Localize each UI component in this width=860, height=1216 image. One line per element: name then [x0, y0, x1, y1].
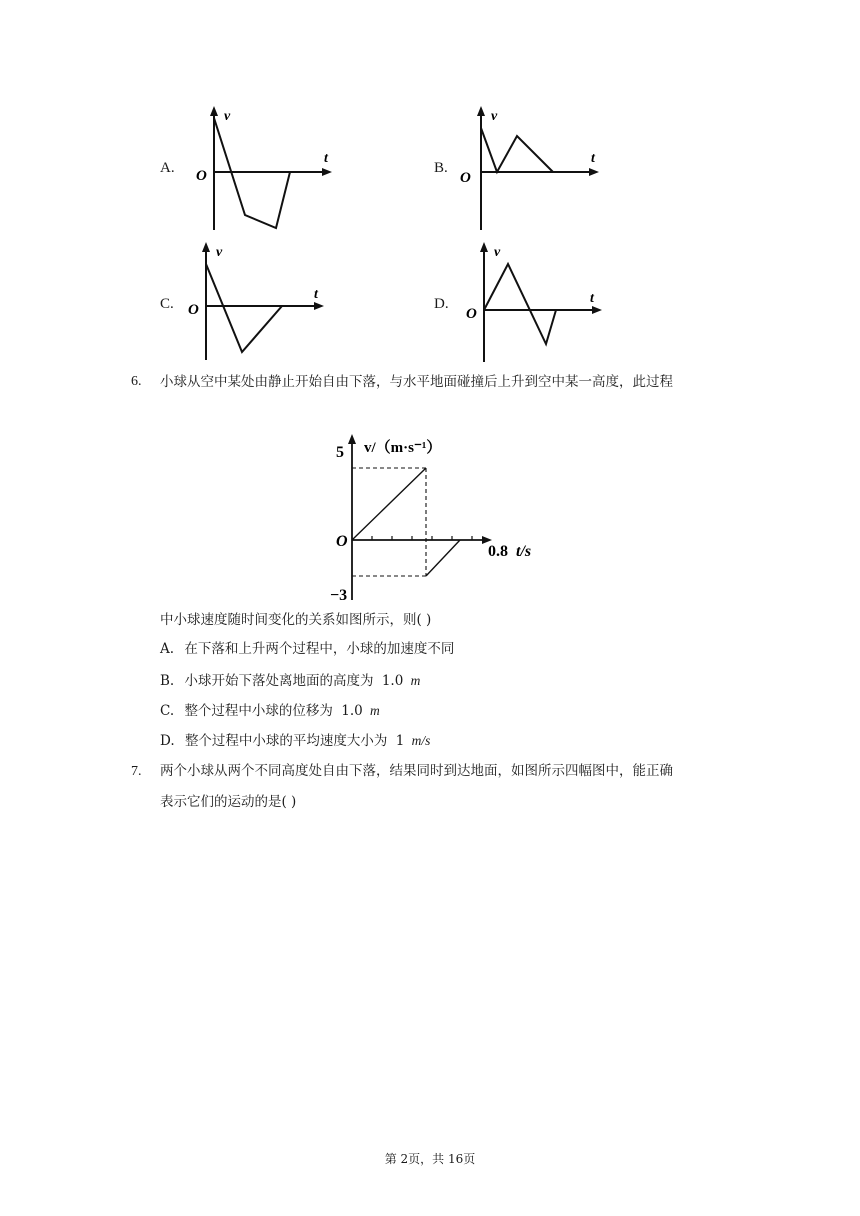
q5-graph-a — [190, 100, 350, 240]
q6-option-d — [160, 731, 430, 751]
q6-option-b-value: 1.0 — [381, 673, 404, 689]
q6-stem-line1: 小球从空中某处由静止开始自由下落，与水平地面碰撞后上升到空中某一高度，此过程 — [160, 374, 673, 390]
q6-x-axis-label: t/s — [516, 543, 532, 560]
q5-c-origin: O — [188, 302, 199, 318]
q5-b-origin: O — [460, 170, 471, 186]
q6-option-a — [160, 639, 454, 659]
q6-option-c-value: 1.0 — [341, 703, 363, 719]
q5-c-v-label: v — [216, 245, 223, 260]
q6-option-d-unit: m/s — [411, 733, 431, 748]
page-footer: 第 2页，共 16页 — [384, 1152, 476, 1166]
q6-option-d-text: 整个过程中小球的平均速度大小为 — [184, 733, 388, 749]
q5-graph-d — [460, 236, 620, 366]
q6-y-tick-bottom: −3 — [330, 587, 348, 604]
q6-option-b-text: 小球开始下落处离地面的高度为 — [184, 673, 374, 689]
q5-option-b-letter: B. — [434, 160, 448, 176]
q5-a-t-label: t — [324, 151, 328, 166]
q5-d-v-label: v — [494, 245, 501, 260]
q6-y-tick-top: 5 — [336, 444, 344, 461]
q5-b-v-label: v — [491, 109, 498, 124]
q5-c-t-label: t — [314, 287, 318, 302]
q6-x-tick: 0.8 — [488, 543, 508, 560]
q7-stem-line2: 表示它们的运动的是( ) — [160, 794, 297, 810]
q5-d-t-label: t — [590, 291, 594, 306]
q7-stem-line1: 两个小球从两个不同高度处自由下落，结果同时到达地面，如图所示四幅图中，能正确 — [160, 763, 673, 779]
q6-option-b-letter: B. — [160, 673, 175, 689]
q6-option-d-value: 1 — [395, 733, 405, 749]
q5-a-v-label: v — [224, 109, 231, 124]
q6-option-a-text: 在下落和上升两个过程中，小球的加速度不同 — [184, 641, 455, 657]
q6-option-b-unit: m — [410, 673, 421, 688]
q6-vt-graph — [328, 430, 548, 610]
q5-d-origin: O — [466, 306, 477, 322]
q5-option-c-letter: C. — [160, 296, 174, 312]
q6-option-c-unit: m — [370, 703, 380, 718]
q6-origin: O — [336, 533, 348, 550]
q6-option-c-letter: C. — [160, 703, 175, 719]
q6-rise-segment — [426, 540, 460, 576]
q6-option-d-letter: D. — [160, 733, 175, 749]
q6-option-a-letter: A. — [160, 641, 175, 657]
q6-option-b — [160, 671, 420, 691]
q6-y-axis-label: v/（m·s⁻¹） — [364, 440, 442, 456]
q6-number: 6. — [131, 374, 142, 389]
q7-number: 7. — [131, 764, 142, 779]
q5-graph-c — [182, 236, 342, 366]
q5-option-d-letter: D. — [434, 296, 449, 312]
q6-option-c-text: 整个过程中小球的位移为 — [184, 703, 333, 719]
q5-a-origin: O — [196, 168, 207, 184]
q5-option-a-letter: A. — [160, 160, 175, 176]
q6-fall-segment — [352, 468, 426, 540]
q6-option-c — [160, 701, 380, 721]
q5-graph-b — [457, 100, 617, 240]
q6-stem-line2: 中小球速度随时间变化的关系如图所示，则( ) — [160, 612, 432, 628]
q5-b-t-label: t — [591, 151, 595, 166]
